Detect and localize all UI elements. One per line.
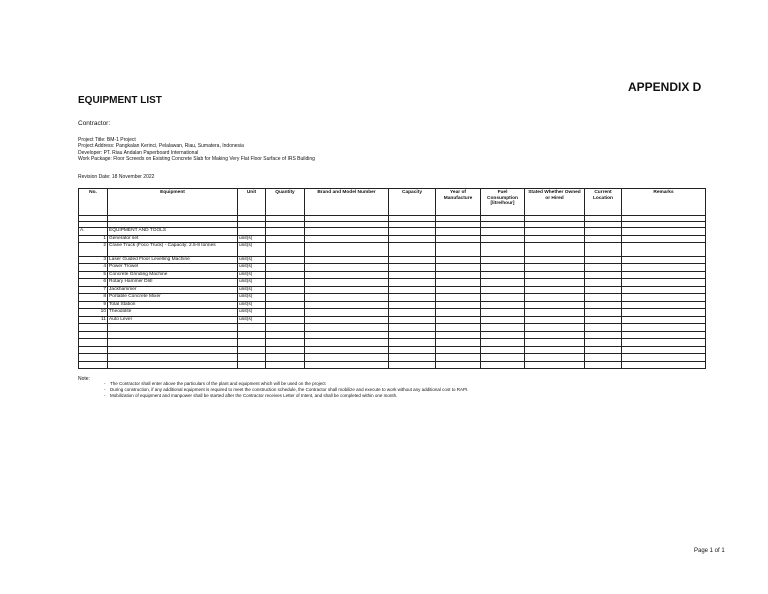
table-cell bbox=[481, 354, 525, 362]
row-equipment: Crane Truck (Foco Truck) - Capacity: 2.5-8 tonnes bbox=[108, 243, 238, 257]
row-no: 3 bbox=[79, 256, 108, 264]
header-brand: Brand and Model Number bbox=[305, 189, 389, 216]
table-cell bbox=[108, 324, 238, 332]
table-cell bbox=[436, 331, 481, 339]
table-cell bbox=[585, 294, 622, 302]
project-work-package: Work Package: Floor Screeds on Existing Concrete Slab for Making Very Flat Floor Surface of IRS Building bbox=[78, 155, 315, 162]
table-row bbox=[79, 346, 706, 354]
table-cell bbox=[436, 309, 481, 317]
table-cell bbox=[79, 361, 108, 369]
table-cell bbox=[622, 286, 706, 294]
page-title: EQUIPMENT LIST bbox=[78, 95, 162, 106]
table-cell bbox=[585, 361, 622, 369]
table-cell bbox=[389, 301, 436, 309]
table-cell bbox=[585, 316, 622, 324]
table-cell bbox=[525, 243, 585, 257]
table-cell bbox=[525, 271, 585, 279]
table-cell bbox=[585, 271, 622, 279]
table-cell bbox=[436, 301, 481, 309]
table-cell bbox=[389, 271, 436, 279]
table-cell bbox=[622, 235, 706, 243]
table-cell bbox=[79, 346, 108, 354]
table-cell bbox=[305, 316, 389, 324]
table-cell bbox=[389, 286, 436, 294]
table-cell bbox=[436, 361, 481, 369]
header-unit: Unit bbox=[238, 189, 266, 216]
table-cell bbox=[266, 264, 305, 272]
table-cell bbox=[481, 346, 525, 354]
row-equipment: Jackhammer bbox=[108, 286, 238, 294]
table-cell bbox=[238, 324, 266, 332]
row-unit: unit(s) bbox=[238, 271, 266, 279]
table-cell bbox=[622, 271, 706, 279]
table-cell bbox=[481, 279, 525, 287]
table-cell bbox=[266, 316, 305, 324]
table-cell bbox=[305, 264, 389, 272]
contractor-label: Contractor: bbox=[78, 120, 111, 127]
row-unit: unit(s) bbox=[238, 301, 266, 309]
table-cell bbox=[108, 354, 238, 362]
table-cell bbox=[585, 346, 622, 354]
table-cell bbox=[238, 361, 266, 369]
table-cell bbox=[266, 361, 305, 369]
row-unit: unit(s) bbox=[238, 256, 266, 264]
table-cell bbox=[481, 294, 525, 302]
table-row bbox=[79, 331, 706, 339]
table-cell bbox=[305, 346, 389, 354]
section-row bbox=[79, 228, 706, 236]
table-cell bbox=[266, 324, 305, 332]
table-cell bbox=[79, 354, 108, 362]
table-cell bbox=[266, 331, 305, 339]
notes-list bbox=[104, 381, 544, 399]
table-cell bbox=[585, 301, 622, 309]
table-body bbox=[79, 216, 706, 369]
table-row bbox=[79, 339, 706, 347]
row-no: 11 bbox=[79, 316, 108, 324]
table-cell bbox=[389, 264, 436, 272]
table-cell bbox=[389, 331, 436, 339]
project-title: Project Title: BM-1 Project bbox=[78, 137, 136, 143]
table-cell bbox=[525, 361, 585, 369]
header-year: Year of Manufacture bbox=[436, 189, 481, 216]
table-cell bbox=[525, 286, 585, 294]
table-cell bbox=[108, 361, 238, 369]
table-cell bbox=[266, 309, 305, 317]
table-cell bbox=[305, 271, 389, 279]
table-cell bbox=[525, 331, 585, 339]
table-cell bbox=[525, 354, 585, 362]
table-cell bbox=[266, 294, 305, 302]
header-no: No. bbox=[79, 189, 108, 216]
table-row bbox=[79, 235, 706, 243]
table-cell bbox=[389, 279, 436, 287]
table-row bbox=[79, 361, 706, 369]
table-cell bbox=[305, 243, 389, 257]
table-cell bbox=[266, 354, 305, 362]
row-equipment: Power Trowel bbox=[108, 264, 238, 272]
table-cell bbox=[481, 286, 525, 294]
table-cell bbox=[481, 339, 525, 347]
table-cell bbox=[481, 331, 525, 339]
table-cell bbox=[436, 235, 481, 243]
table-cell bbox=[525, 346, 585, 354]
table-cell bbox=[622, 301, 706, 309]
row-no: 4 bbox=[79, 264, 108, 272]
table-cell bbox=[481, 243, 525, 257]
page-number: Page 1 of 1 bbox=[694, 548, 725, 554]
table-cell bbox=[585, 354, 622, 362]
table-cell bbox=[622, 346, 706, 354]
table-cell bbox=[389, 354, 436, 362]
table-cell bbox=[525, 324, 585, 332]
table-cell bbox=[389, 316, 436, 324]
row-unit: unit(s) bbox=[238, 309, 266, 317]
table-row bbox=[79, 324, 706, 332]
table-cell bbox=[585, 235, 622, 243]
table-cell bbox=[305, 256, 389, 264]
table-cell bbox=[585, 228, 622, 236]
table-cell bbox=[436, 286, 481, 294]
table-cell bbox=[525, 316, 585, 324]
table-cell bbox=[79, 324, 108, 332]
table-cell bbox=[525, 228, 585, 236]
table-cell bbox=[585, 331, 622, 339]
table-cell bbox=[389, 346, 436, 354]
table-cell bbox=[525, 309, 585, 317]
table-cell bbox=[585, 286, 622, 294]
table-cell bbox=[108, 339, 238, 347]
table-cell bbox=[436, 243, 481, 257]
table-cell bbox=[622, 361, 706, 369]
table-cell bbox=[389, 324, 436, 332]
table-cell bbox=[79, 339, 108, 347]
table-cell bbox=[622, 354, 706, 362]
table-cell bbox=[525, 339, 585, 347]
table-cell bbox=[622, 279, 706, 287]
table-cell bbox=[108, 331, 238, 339]
row-no: 9 bbox=[79, 301, 108, 309]
table-cell bbox=[266, 271, 305, 279]
table-cell bbox=[585, 324, 622, 332]
table-cell bbox=[525, 235, 585, 243]
table-cell bbox=[238, 228, 266, 236]
table-cell bbox=[266, 235, 305, 243]
table-cell bbox=[266, 256, 305, 264]
table-cell bbox=[585, 339, 622, 347]
table-cell bbox=[585, 279, 622, 287]
table-row bbox=[79, 354, 706, 362]
project-address: Project Address: Pangkalan Kerinci, Pelalawan, Riau, Sumatera, Indonesia bbox=[78, 143, 244, 150]
table-cell bbox=[436, 279, 481, 287]
table-cell bbox=[108, 346, 238, 354]
row-no: 5 bbox=[79, 271, 108, 279]
table-cell bbox=[436, 316, 481, 324]
row-unit: unit(s) bbox=[238, 316, 266, 324]
row-equipment: Generator set bbox=[108, 235, 238, 243]
table-cell bbox=[436, 256, 481, 264]
row-no: 2 bbox=[79, 243, 108, 257]
note-item: - The Contractor shall enter above the particulars of the plant and equipment which will be used on the project bbox=[104, 381, 326, 386]
table-cell bbox=[238, 354, 266, 362]
row-unit: unit(s) bbox=[238, 243, 266, 257]
table-cell bbox=[622, 316, 706, 324]
table-cell bbox=[436, 228, 481, 236]
project-info bbox=[78, 137, 315, 162]
header-equipment: Equipment bbox=[108, 189, 238, 216]
section-label: EQUIPMENT AND TOOLS bbox=[108, 228, 238, 236]
row-equipment: Concrete Grinding Machine bbox=[108, 271, 238, 279]
row-no: 8 bbox=[79, 294, 108, 302]
project-developer: Developer: PT. Riau Andalan Paperboard International bbox=[78, 149, 199, 156]
table-cell bbox=[481, 301, 525, 309]
table-cell bbox=[305, 324, 389, 332]
table-row bbox=[79, 243, 706, 257]
table-row bbox=[79, 264, 706, 272]
table-cell bbox=[622, 228, 706, 236]
note-item: - Mobilization of equipment and manpower shall be started after the Contractor receives Letter of Intent, and shall be completed within one month. bbox=[104, 393, 398, 398]
table-cell bbox=[436, 294, 481, 302]
table-cell bbox=[622, 294, 706, 302]
row-equipment: Laser Guided Floor Levelling Machine bbox=[108, 256, 238, 264]
table-cell bbox=[305, 361, 389, 369]
table-row bbox=[79, 301, 706, 309]
row-no: 6 bbox=[79, 279, 108, 287]
header-capacity: Capacity bbox=[389, 189, 436, 216]
table-cell bbox=[622, 324, 706, 332]
header-quantity: Quantity bbox=[266, 189, 305, 216]
table-cell bbox=[585, 243, 622, 257]
table-cell bbox=[622, 243, 706, 257]
table-cell bbox=[305, 331, 389, 339]
table-cell bbox=[481, 324, 525, 332]
row-unit: unit(s) bbox=[238, 235, 266, 243]
table-cell bbox=[622, 264, 706, 272]
table-row bbox=[79, 316, 706, 324]
table-cell bbox=[622, 339, 706, 347]
table-row bbox=[79, 286, 706, 294]
header-owned-hired: Stated Whether Owned or Hired bbox=[525, 189, 585, 216]
row-equipment: Auto Level bbox=[108, 316, 238, 324]
table-cell bbox=[305, 294, 389, 302]
table-cell bbox=[389, 294, 436, 302]
table-cell bbox=[436, 264, 481, 272]
table-cell bbox=[622, 331, 706, 339]
header-location: Current Location bbox=[585, 189, 622, 216]
table-header-row bbox=[79, 189, 706, 216]
table-cell bbox=[79, 331, 108, 339]
table-cell bbox=[389, 235, 436, 243]
section-no: A. bbox=[79, 228, 108, 236]
row-no: 10 bbox=[79, 309, 108, 317]
note-label: Note: bbox=[78, 376, 90, 382]
table-cell bbox=[436, 354, 481, 362]
row-equipment: Theodolite bbox=[108, 309, 238, 317]
table-row bbox=[79, 309, 706, 317]
row-equipment: Rotary Hammer Drill bbox=[108, 279, 238, 287]
table-cell bbox=[266, 346, 305, 354]
table-cell bbox=[436, 339, 481, 347]
table-cell bbox=[525, 279, 585, 287]
row-unit: unit(s) bbox=[238, 294, 266, 302]
note-item: - During construction, if any additional equipment is required to meet the construction schedule, the Contractor shall mobilize and execute to work without any additional cost to RAPI. bbox=[104, 387, 469, 392]
table-cell bbox=[305, 228, 389, 236]
row-no: 7 bbox=[79, 286, 108, 294]
table-cell bbox=[266, 301, 305, 309]
table-cell bbox=[481, 361, 525, 369]
row-no: 1 bbox=[79, 235, 108, 243]
table-cell bbox=[481, 228, 525, 236]
table-cell bbox=[585, 264, 622, 272]
row-equipment: Portable Concrete Mixer bbox=[108, 294, 238, 302]
table-cell bbox=[389, 256, 436, 264]
table-cell bbox=[525, 264, 585, 272]
table-cell bbox=[436, 271, 481, 279]
row-unit: unit(s) bbox=[238, 264, 266, 272]
table-cell bbox=[525, 294, 585, 302]
table-cell bbox=[238, 346, 266, 354]
table-cell bbox=[436, 324, 481, 332]
revision-date: Revision Date: 18 November 2022 bbox=[78, 174, 155, 180]
table-cell bbox=[481, 316, 525, 324]
table-cell bbox=[266, 228, 305, 236]
table-cell bbox=[305, 235, 389, 243]
header-remarks: Remarks bbox=[622, 189, 706, 216]
table-cell bbox=[585, 256, 622, 264]
table-row bbox=[79, 294, 706, 302]
table-cell bbox=[481, 309, 525, 317]
table-cell bbox=[389, 243, 436, 257]
table-row bbox=[79, 271, 706, 279]
table-cell bbox=[481, 264, 525, 272]
table-cell bbox=[525, 301, 585, 309]
table-row bbox=[79, 279, 706, 287]
table-cell bbox=[525, 256, 585, 264]
table-cell bbox=[238, 331, 266, 339]
appendix-label: APPENDIX D bbox=[628, 80, 702, 94]
table-cell bbox=[305, 309, 389, 317]
table-cell bbox=[585, 309, 622, 317]
row-equipment: Total Station bbox=[108, 301, 238, 309]
table-cell bbox=[622, 256, 706, 264]
equipment-table bbox=[78, 188, 706, 369]
table-cell bbox=[266, 339, 305, 347]
table-cell bbox=[238, 339, 266, 347]
table-cell bbox=[481, 256, 525, 264]
table-cell bbox=[436, 346, 481, 354]
table-cell bbox=[389, 339, 436, 347]
row-unit: unit(s) bbox=[238, 286, 266, 294]
row-unit: unit(s) bbox=[238, 279, 266, 287]
table-cell bbox=[389, 228, 436, 236]
header-fuel: Fuel Consumption [litre/hour] bbox=[481, 189, 525, 216]
table-cell bbox=[266, 243, 305, 257]
table-cell bbox=[305, 279, 389, 287]
table-cell bbox=[622, 309, 706, 317]
table-cell bbox=[305, 301, 389, 309]
table-cell bbox=[481, 271, 525, 279]
table-cell bbox=[481, 235, 525, 243]
table-cell bbox=[305, 354, 389, 362]
table-cell bbox=[305, 339, 389, 347]
table-cell bbox=[305, 286, 389, 294]
table-cell bbox=[389, 309, 436, 317]
table-cell bbox=[389, 361, 436, 369]
table-row bbox=[79, 256, 706, 264]
table-cell bbox=[266, 279, 305, 287]
table-cell bbox=[266, 286, 305, 294]
